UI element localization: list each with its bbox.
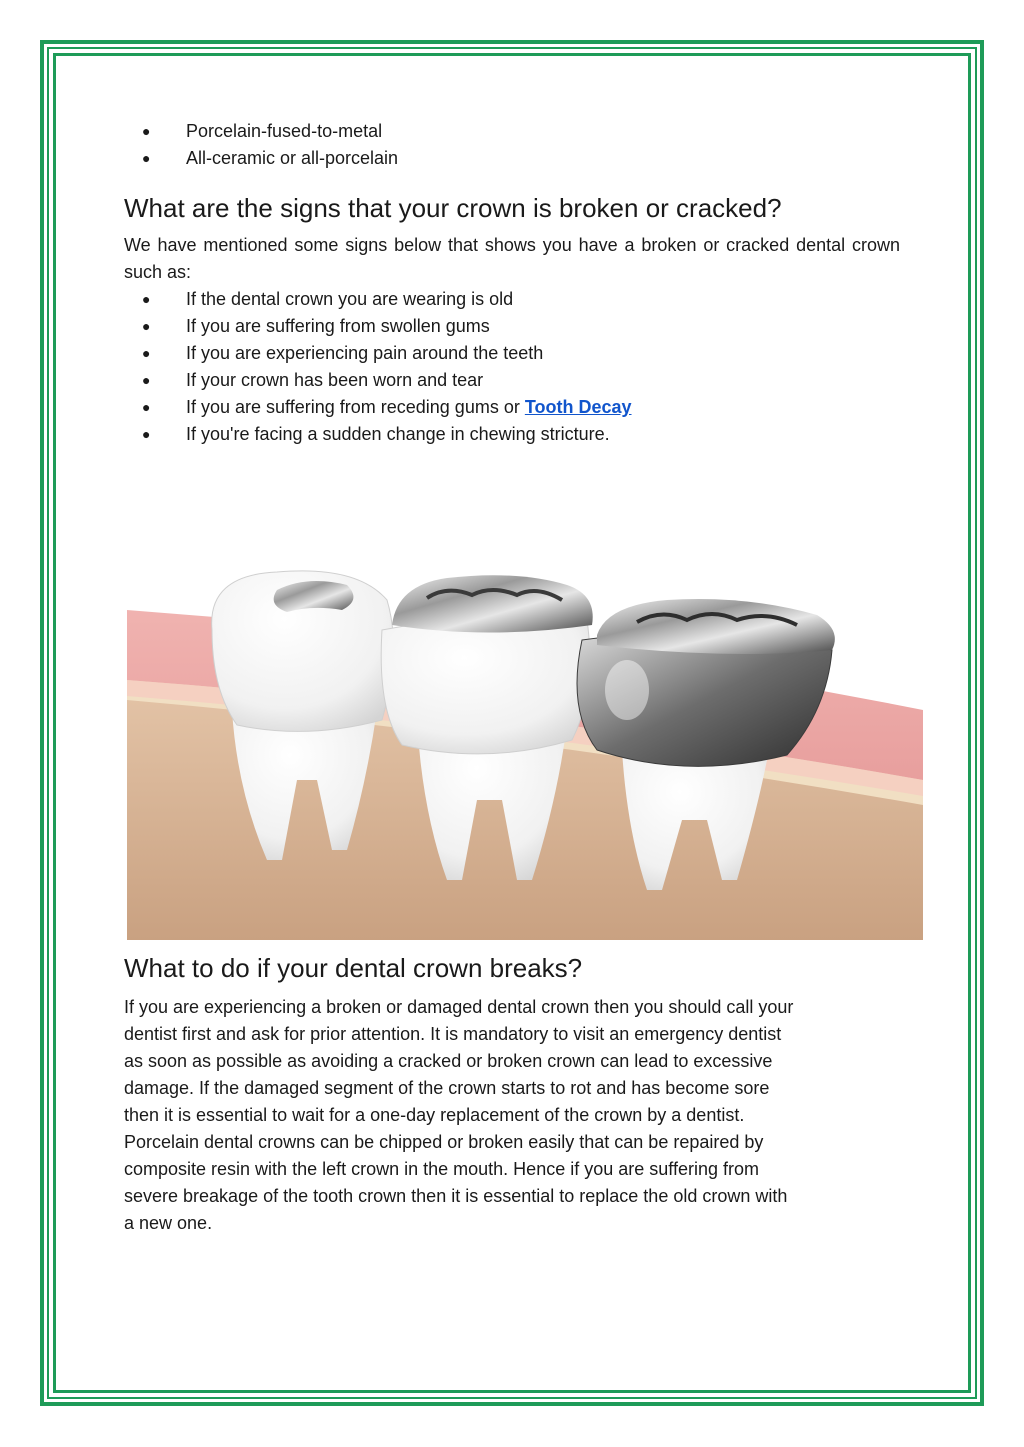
what-to-do-paragraph: If you are experiencing a broken or damaged dental crown then you should call your dentist first and ask for prior attention. It is mandatory to visit an emergency dentist as soon as possible as avoiding a cracked or broken crown can lead to excessive damage. If the damaged segment of the crown starts to rot and has become sore then it is essential to wait for a one-day replacement of the crown by a dentist. Porcelain dental crowns can be chipped or broken easily that can be repaired by composite resin with the left crown in the mouth. Hence if you are suffering from severe breakage of the tooth crown then it is essential to replace the old crown with a new one.	[124, 997, 794, 1233]
bullet-icon: ●	[142, 123, 151, 139]
list-item: ● If you are suffering from swollen gums	[124, 313, 900, 340]
list-item: ● Porcelain-fused-to-metal	[124, 118, 900, 145]
crown-types-list	[124, 118, 900, 172]
signs-list	[124, 286, 900, 448]
bullet-icon: ●	[142, 426, 151, 442]
bullet-icon: ●	[142, 291, 151, 307]
bullet-icon: ●	[142, 345, 151, 361]
signs-intro-paragraph: We have mentioned some signs below that shows you have a broken or cracked dental crown such as:	[124, 235, 900, 282]
section-heading-signs: What are the signs that your crown is broken or cracked?	[124, 193, 782, 223]
section-heading-what-to-do: What to do if your dental crown breaks?	[124, 953, 583, 983]
bullet-icon: ●	[142, 318, 151, 334]
list-item: ● If you are experiencing pain around the teeth	[124, 340, 900, 367]
list-item: ● If the dental crown you are wearing is old	[124, 286, 900, 313]
list-item: ● All-ceramic or all-porcelain	[124, 145, 900, 172]
bullet-icon: ●	[142, 150, 151, 166]
list-item: ● If you're facing a sudden change in chewing stricture.	[124, 421, 900, 448]
tooth-decay-link[interactable]: Tooth Decay	[524, 397, 632, 417]
dental-crowns-illustration	[127, 560, 923, 940]
list-item: ● If you are suffering from receding gums or Tooth Decay	[124, 394, 900, 421]
bullet-icon: ●	[142, 399, 151, 415]
list-item: ● If your crown has been worn and tear	[124, 367, 900, 394]
bullet-icon: ●	[142, 372, 151, 388]
